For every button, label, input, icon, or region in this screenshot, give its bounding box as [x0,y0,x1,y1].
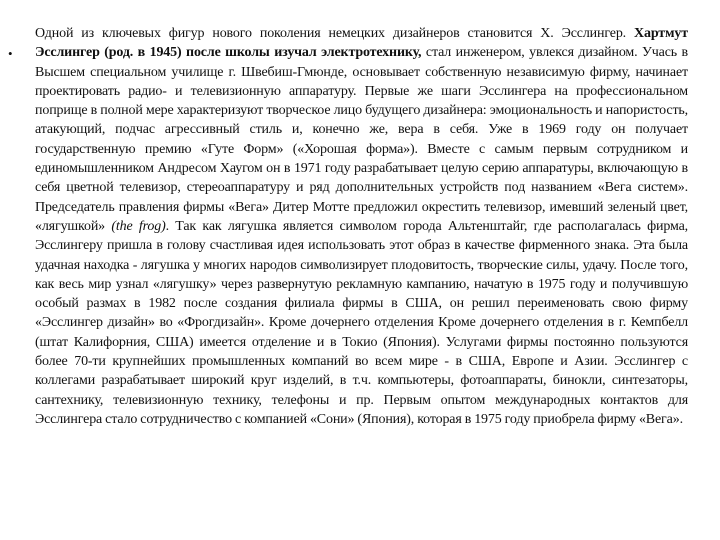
paragraph-italic-phrase: (the frog) [111,218,166,234]
paragraph-text [35,24,688,429]
paragraph-part-1: Одной из ключевых фигур нового поколения немецких дизайнеров становится Х. Эсслингер. [35,26,635,41]
paragraph-part-3: стал инженером, увлекся дизайном. Учась в Высшем специальном училище г. Швебиш-Гмюнде, основывает собственную независимую фирму, начинает проектировать радио- и телевизионную аппаратуру. Первые же шаги Эсслингера на профессиональном поприще в полной мере характеризуют творческое лицо будущего дизайнера: эмоциональность и напористость, атакующий, подчас агрессивный стиль и, конечно же, вера в себя. Уже в 1969 году он получает государственную премию «Гуте Форм» («Хорошая форма»). Вместе с самым первым сотрудником и единомышленником Андресом Хаугом он в 1971 году разрабатывает целую серию аппаратуры, включающую в себя цветной телевизор, стереоаппаратуру и ряд дополнительных устройств под названием «Вега систем». Председатель правления фирмы «Вега» Дитер Мотте предложил окрестить телевизор, имевший зеленый цвет, «лягушкой» [35,45,689,234]
paragraph-bold-phrase: Хартмут Эсслингер (род. в 1945) после школы изучал электротехнику, [35,26,688,61]
paragraph-part-5: . Так как лягушка является символом города Альтенштайг, где располагалась фирма, Эсслингеру пришла в голову счастливая идея использовать этот образ в качестве фирменного знака. Эта была удачная находка - лягушка у многих народов символизирует плодовитость, творческие силы, удачу. После того, как весь мир узнал «лягушку» через развернутую рекламную кампанию, начатую в 1975 году и получившую особый размах в 1982 после создания филиала фирмы в США, он решил переименовать свою фирму «Эсслингер дизайн» во «Фрогдизайн». Кроме дочернего отделения Кроме дочернего отделения в г. Кемпбелл (штат Калифорния, США) имеется отделение и в Токио (Япония). Услугами фирмы постоянно пользуются более 70-ти крупнейших промышленных компаний во всем мире - в США, Европе и Азии. Эсслингер с коллегами разрабатывает широкий круг изделий, в т.ч. компьютеры, фотоаппараты, бинокли, синтезаторы, сантехнику, телевизионную технику, телефоны и пр. Первым опытом международных контактов для Эсслингера стало сотрудничество с компанией «Сони» (Япония), которая в 1975 году приобрела фирму «Вега». [35,218,688,427]
bullet-marker: • [8,46,13,61]
